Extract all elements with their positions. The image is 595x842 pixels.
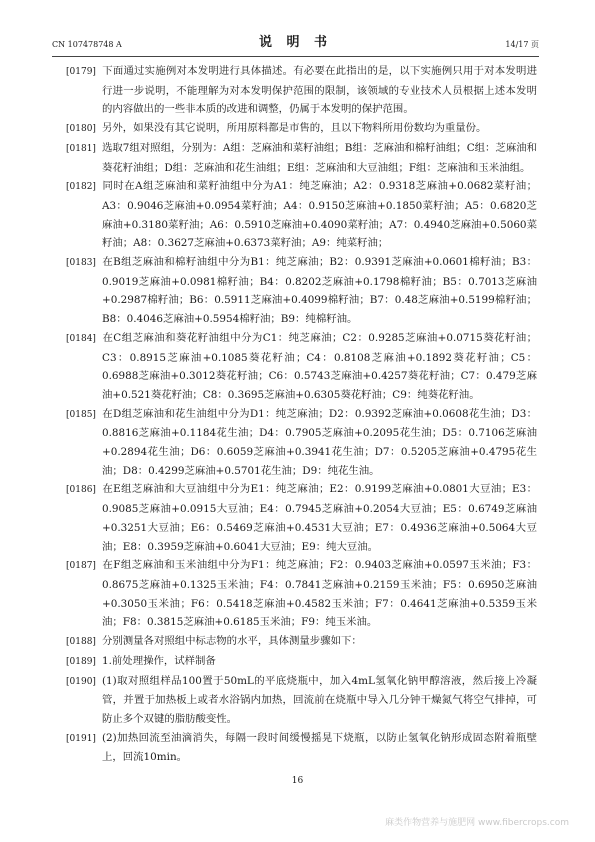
paragraph-number: [0182]	[66, 182, 96, 193]
paragraph	[66, 62, 537, 119]
paragraph-number: [0187]	[66, 561, 96, 572]
paragraph	[66, 253, 537, 329]
page-header	[52, 36, 539, 54]
paragraph	[66, 652, 537, 672]
paragraph	[66, 480, 537, 556]
paragraph-text: 同时在A组芝麻油和菜籽油组中分为A1：纯芝麻油；A2：0.9318芝麻油+0.0682菜籽油；A3：0.9046芝麻油+0.0954菜籽油；A4：0.9150芝麻油+0.1850菜籽油；A5：0.6820芝麻油+0.3180菜籽油；A6：0.5910芝麻油+0.4090菜籽油；A7：0.4940芝麻油+0.5060菜籽油；A8：0.3627芝麻油+0.6373菜籽油；A9：纯菜籽油；	[102, 180, 537, 250]
paragraph	[66, 329, 537, 405]
paragraph-number: [0185]	[66, 409, 96, 420]
paragraph-text: 另外，如果没有其它说明，所用原料都是市售的，且以下物料所用份数均为重量份。	[102, 122, 487, 135]
paragraph-text: 在E组芝麻油和大豆油组中分为E1：纯芝麻油；E2：0.9199芝麻油+0.0801大豆油；E3：0.9085芝麻油+0.0915大豆油；E4：0.7945芝麻油+0.2054大豆油；E5：0.6749芝麻油+0.3251大豆油；E6：0.5469芝麻油+0.4531大豆油；E7：0.4936芝麻油+0.5064大豆油；E8：0.3959芝麻油+0.6041大豆油；E9：纯大豆油。	[102, 483, 537, 553]
paragraph-number: [0186]	[66, 485, 96, 496]
paragraph-number: [0189]	[66, 656, 96, 667]
paragraph	[66, 729, 537, 767]
paragraph-number: [0179]	[66, 67, 96, 77]
paragraph	[66, 405, 537, 481]
paragraph-text: 在F组芝麻油和玉米油组中分为F1：纯芝麻油；F2：0.9403芝麻油+0.0597玉米油；F3：0.8675芝麻油+0.1325玉米油；F4：0.7841芝麻油+0.2159玉米油；F5：0.6950芝麻油+0.3050玉米油；F6：0.5418芝麻油+0.4582玉米油；F7：0.4641芝麻油+0.5359玉米油；F8：0.3815芝麻油+0.6185玉米油；F9：纯玉米油。	[102, 559, 537, 629]
document-type-title: 说 明 书	[258, 35, 333, 50]
watermark: 麻类作物营养与施肥网 www.fibercrops.com	[385, 818, 569, 828]
paragraph-number: [0181]	[66, 143, 96, 154]
paragraph-text: (2)加热回流至油滴消失，每隔一段时间缓慢摇晃下烧瓶，以防止氢氧化钠形成固态附着瓶壁上，回流10min。	[102, 731, 537, 764]
paragraph	[66, 632, 537, 652]
paragraph	[66, 672, 537, 729]
paragraph-number: [0190]	[66, 676, 96, 687]
page-number: 16	[291, 776, 304, 786]
paragraph-text: 下面通过实施例对本发明进行具体描述。有必要在此指出的是，以下实施例只用于对本发明进行进一步说明，不能理解为对本发明保护范围的限制，该领域的专业技术人员根据上述本发明的内容做出的一些非本质的改进和调整，仍属于本发明的保护范围。	[102, 65, 537, 116]
paragraph-number: [0191]	[66, 733, 96, 744]
paragraph	[66, 119, 537, 139]
paragraph-text: (1)取对照组样品100置于50mL的平底烧瓶中，加入4mL氢氧化钠甲醇溶液，然后接上冷凝管，并置于加热板上或者水浴锅内加热，回流前在烧瓶中导入几分钟干燥氮气将空气排掉，可防止多个双键的脂肪酸变性。	[102, 674, 537, 725]
paragraph-text: 选取7组对照组，分别为：A组：芝麻油和菜籽油组；B组：芝麻油和棉籽油组；C组：芝麻油和葵花籽油组；D组：芝麻油和花生油组；E组：芝麻油和大豆油组；F组：芝麻油和玉米油组。	[102, 141, 537, 174]
paragraph-text: 分别测量各对照组中标志物的水平，具体测量步骤如下：	[102, 635, 362, 648]
page-indicator: 14/17 页	[505, 40, 539, 49]
paragraph-text: 在B组芝麻油和棉籽油组中分为B1：纯芝麻油；B2：0.9391芝麻油+0.0601棉籽油；B3：0.9019芝麻油+0.0981棉籽油；B4：0.8202芝麻油+0.1798棉籽油；B5：0.7013芝麻油+0.2987棉籽油；B6：0.5911芝麻油+0.4099棉籽油；B7：0.48芝麻油+0.5199棉籽油；B8：0.4046芝麻油+0.5954棉籽油；B9：纯棉籽油。	[102, 256, 537, 326]
patent-number: CN 107478748 A	[52, 40, 122, 49]
paragraph-number: [0183]	[66, 258, 96, 269]
paragraph-number: [0184]	[66, 333, 96, 344]
paragraph	[66, 139, 537, 177]
paragraph	[66, 177, 537, 253]
header-rule	[52, 56, 539, 57]
paragraph-text: 1.前处理操作，试样制备	[102, 654, 216, 667]
paragraph-number: [0188]	[66, 637, 96, 648]
paragraph-text: 在C组芝麻油和葵花籽油组中分为C1：纯芝麻油；C2：0.9285芝麻油+0.0715葵花籽油；C3：0.8915芝麻油+0.1085葵花籽油；C4：0.8108芝麻油+0.1892葵花籽油；C5：0.6988芝麻油+0.3012葵花籽油；C6：0.5743芝麻油+0.4257葵花籽油；C7：0.479芝麻油+0.521葵花籽油；C8：0.3695芝麻油+0.6305葵花籽油；C9：纯葵花籽油。	[102, 331, 537, 401]
paragraph	[66, 556, 537, 632]
paragraph-number: [0180]	[66, 124, 96, 135]
paragraph-text: 在D组芝麻油和花生油组中分为D1：纯芝麻油；D2：0.9392芝麻油+0.0608花生油；D3：0.8816芝麻油+0.1184花生油；D4：0.7905芝麻油+0.2095花生油；D5：0.7106芝麻油+0.2894花生油；D6：0.6059芝麻油+0.3941花生油；D7：0.5205芝麻油+0.4795花生油；D8：0.4299芝麻油+0.5701花生油；D9：纯花生油。	[102, 407, 537, 477]
body-text	[66, 62, 537, 767]
